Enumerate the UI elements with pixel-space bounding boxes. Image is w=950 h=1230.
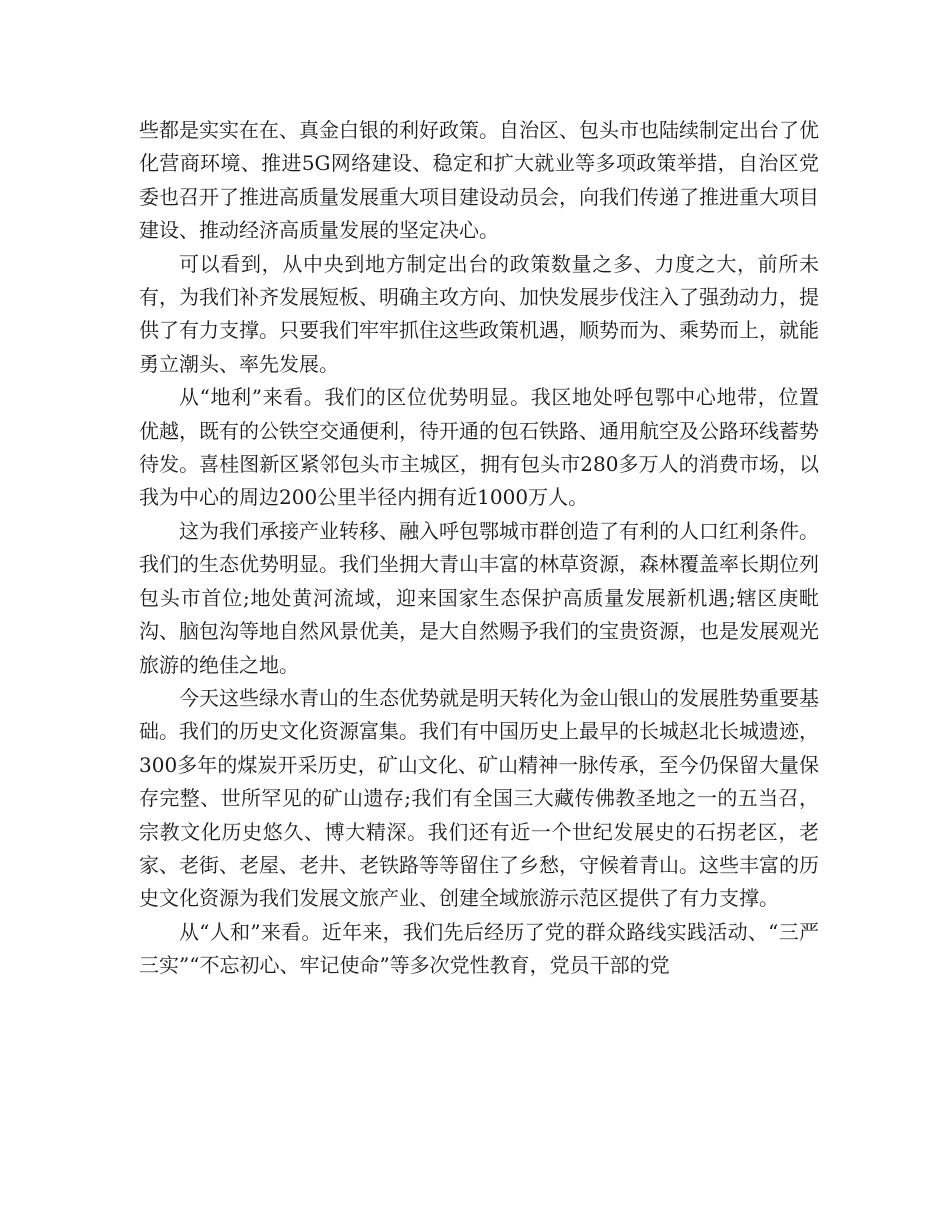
paragraph-2: 可以看到，从中央到地方制定出台的政策数量之多、力度之大，前所未有，为我们补齐发展短板、明确主攻方向、加快发展步伐注入了强劲动力，提供了有力支撑。只要我们牢牢抓住这些政策机遇，顺势而为、乘势而上，就能勇立潮头、率先发展。 bbox=[139, 251, 819, 376]
paragraph-3: 从“地利”来看。我们的区位优势明显。我区地处呼包鄂中心地带，位置优越，既有的公铁空交通便利，待开通的包石铁路、通用航空及公路环线蓄势待发。喜桂图新区紧邻包头市主城区，拥有包头市280多万人的消费市场，以我为中心的周边200公里半径内拥有近1000万人。 bbox=[139, 385, 819, 510]
body-text bbox=[139, 114, 819, 983]
paragraph-4: 这为我们承接产业转移、融入呼包鄂城市群创造了有利的人口红利条件。我们的生态优势明显。我们坐拥大青山丰富的林草资源，森林覆盖率长期位列包头市首位;地处黄河流域，迎来国家生态保护高质量发展新机遇;辖区庚毗沟、脑包沟等地自然风景优美，是大自然赐予我们的宝贵资源，也是发展观光旅游的绝佳之地。 bbox=[139, 518, 819, 677]
paragraph-1: 些都是实实在在、真金白银的利好政策。自治区、包头市也陆续制定出台了优化营商环境、推进5G网络建设、稳定和扩大就业等多项政策举措，自治区党委也召开了推进高质量发展重大项目建设动员会，向我们传递了推进重大项目建设、推动经济高质量发展的坚定决心。 bbox=[139, 118, 819, 243]
paragraph-6: 从“人和”来看。近年来，我们先后经历了党的群众路线实践活动、“三严三实”“不忘初心、牢记使命”等多次党性教育，党员干部的党 bbox=[139, 919, 819, 978]
paragraph-5: 今天这些绿水青山的生态优势就是明天转化为金山银山的发展胜势重要基础。我们的历史文化资源富集。我们有中国历史上最早的长城赵北长城遗迹，300多年的煤炭开采历史，矿山文化、矿山精神一脉传承，至今仍保留大量保存完整、世所罕见的矿山遗存;我们有全国三大藏传佛教圣地之一的五当召，宗教文化历史悠久、博大精深。我们还有近一个世纪发展史的石拐老区，老家、老街、老屋、老井、老铁路等等留住了乡愁，守候着青山。这些丰富的历史文化资源为我们发展文旅产业、创建全域旅游示范区提供了有力支撑。 bbox=[139, 685, 819, 911]
